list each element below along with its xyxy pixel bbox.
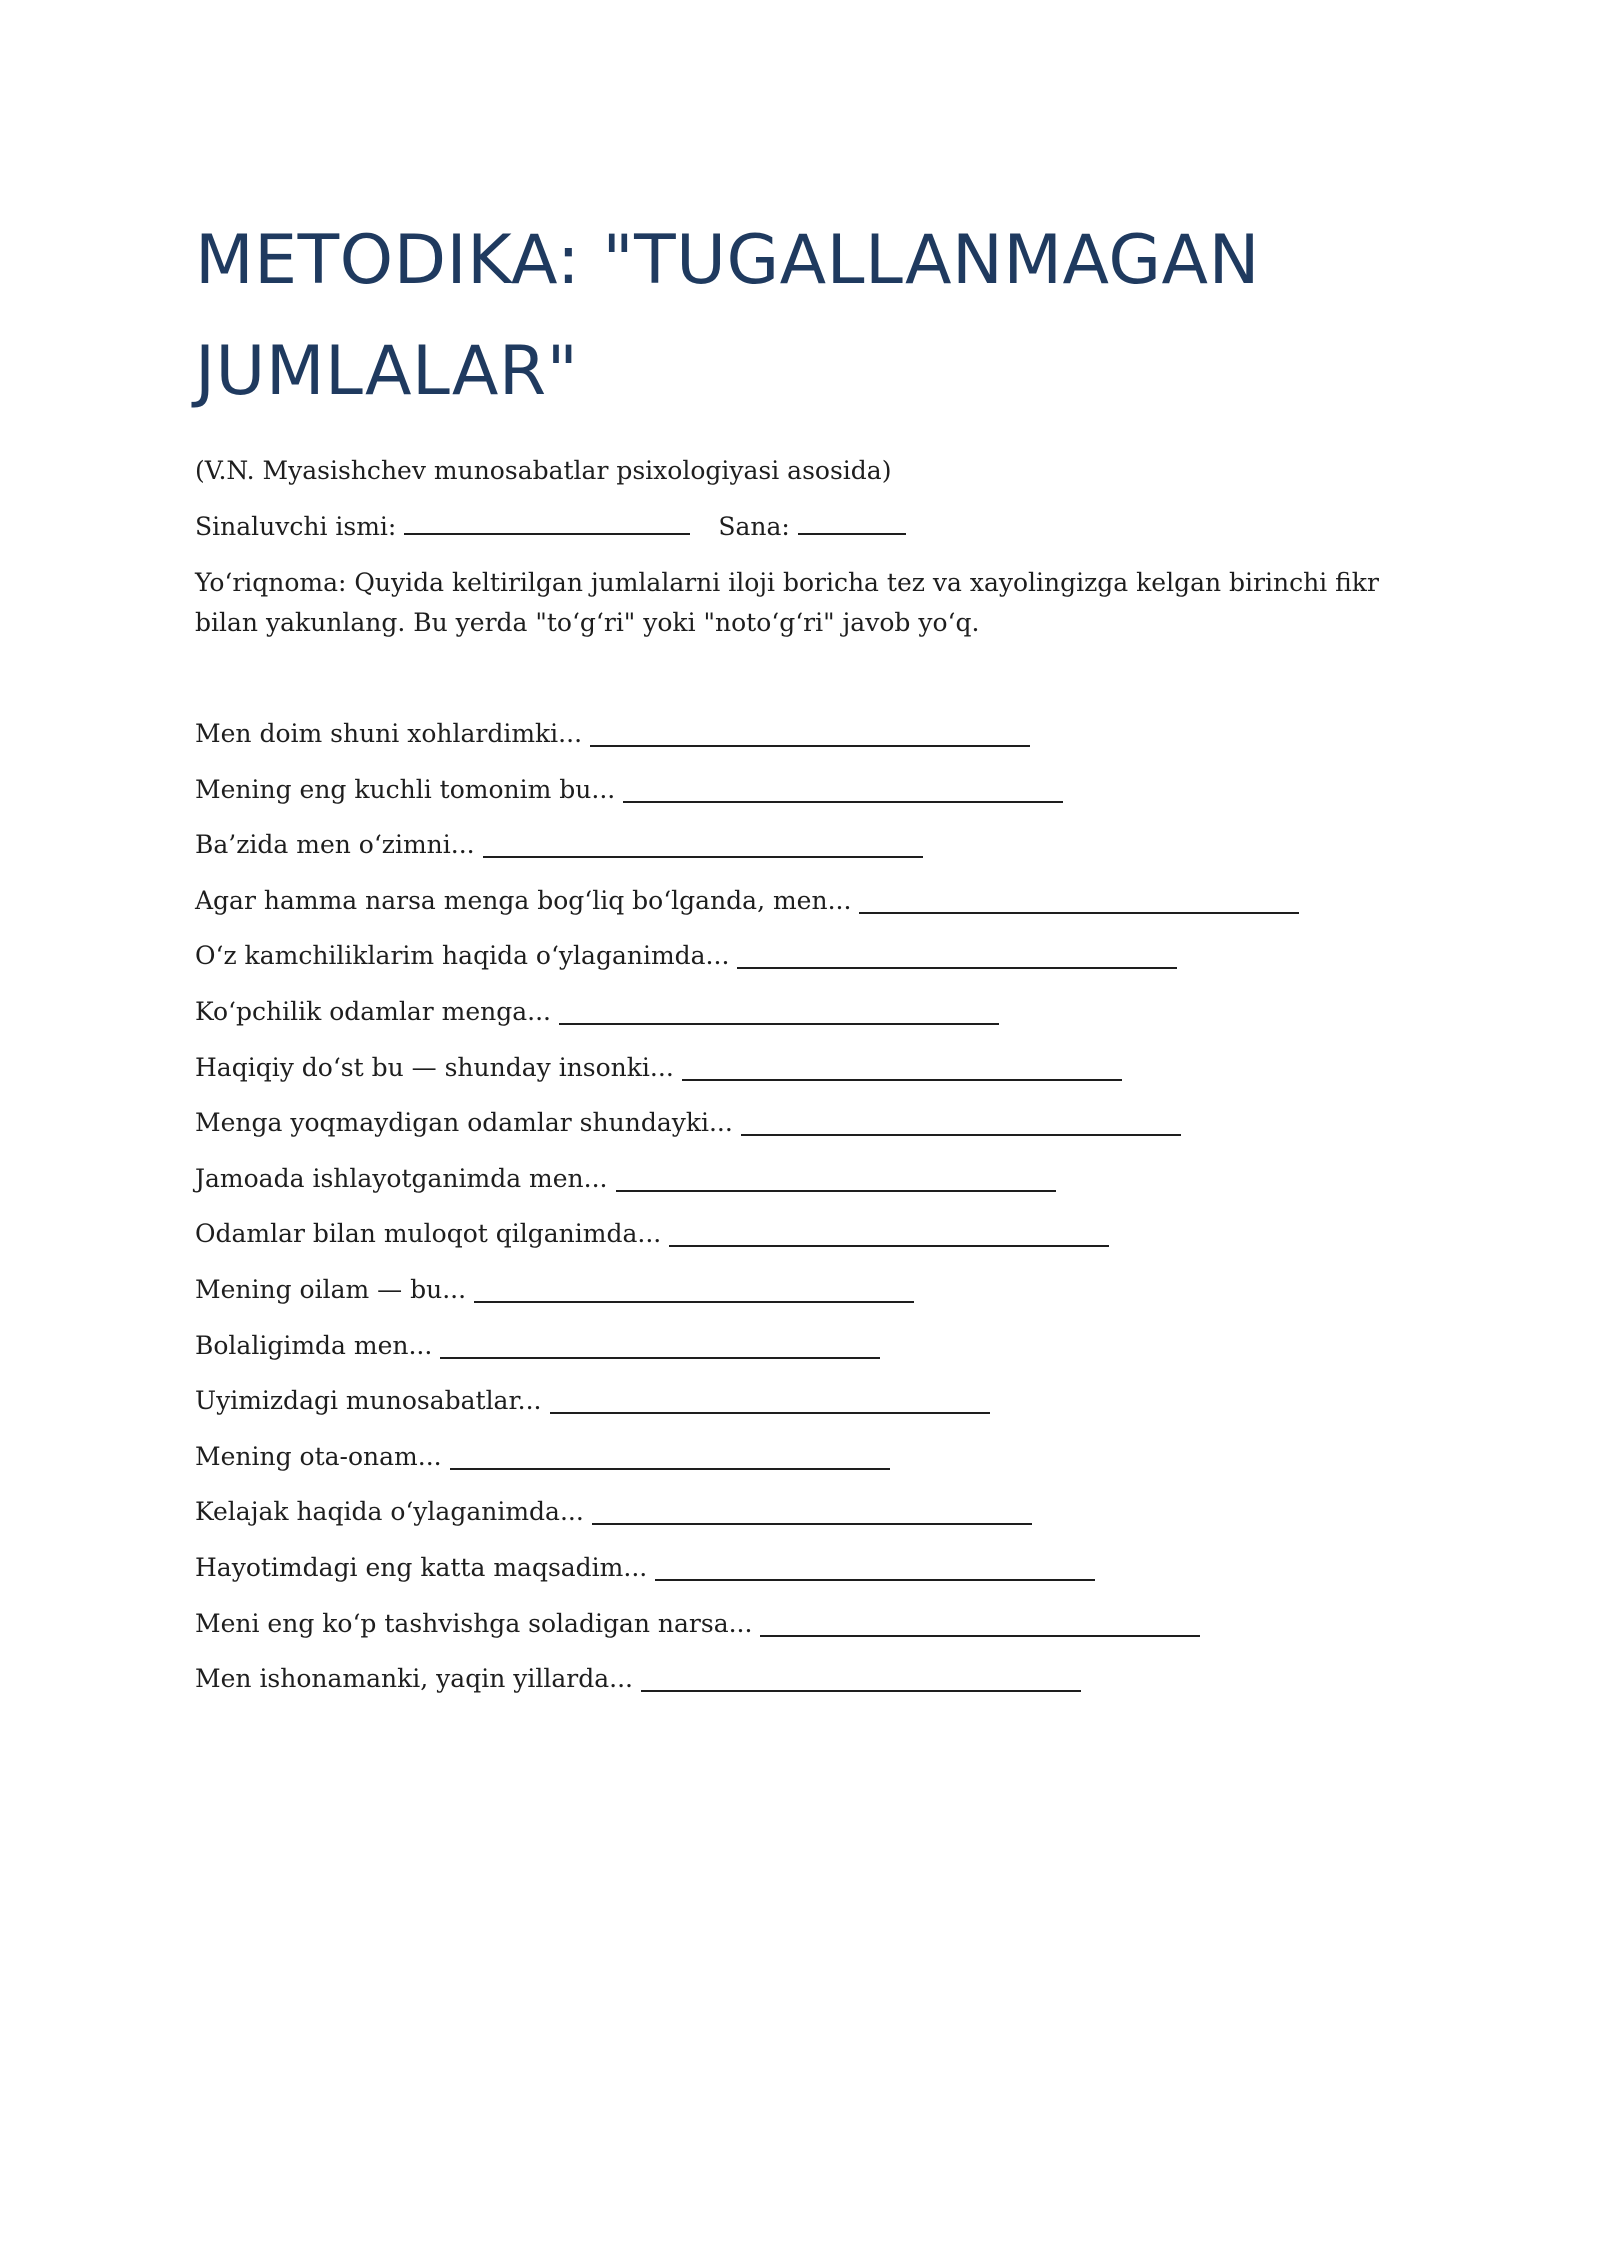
sentence-prompt: Bolaligimda men...: [195, 1330, 433, 1360]
sentence-prompt: Menga yoqmaydigan odamlar shundayki...: [195, 1108, 733, 1138]
sentence-prompt: Odamlar bilan muloqot qilganimda...: [195, 1219, 662, 1249]
answer-blank-line[interactable]: [440, 1327, 880, 1359]
answer-blank-line[interactable]: [741, 1104, 1181, 1136]
sentence-item: [195, 826, 1435, 882]
sentence-item: [195, 1215, 1435, 1271]
sentence-item: [195, 1049, 1435, 1105]
answer-blank-line[interactable]: [616, 1160, 1056, 1192]
instruction-text: Yo‘riqnoma: Quyida keltirilgan jumlalarni iloji boricha tez va xayolingizga kelgan birinchi fikr bilan yakunlang. Bu yerda "to‘g‘ri" yoki "noto‘g‘ri" javob yo‘q.: [195, 568, 1379, 637]
sentence-item: [195, 1382, 1435, 1438]
sentence-prompt: Haqiqiy do‘st bu — shunday insonki...: [195, 1052, 674, 1082]
sentence-item: [195, 1160, 1435, 1216]
sentence-prompt: Agar hamma narsa menga bog‘liq bo‘lganda, men...: [195, 885, 852, 915]
answer-blank-line[interactable]: [590, 715, 1030, 747]
sentence-prompt: Men doim shuni xohlardimki...: [195, 719, 583, 748]
sentence-item: [195, 715, 1435, 771]
title-line-2: JUMLALAR": [195, 332, 579, 411]
answer-blank-line[interactable]: [474, 1271, 914, 1303]
date-blank-line[interactable]: [798, 511, 906, 535]
answer-blank-line[interactable]: [760, 1605, 1200, 1637]
sentence-prompt: Ba’zida men o‘zimni...: [195, 830, 475, 860]
sentence-prompt: Uyimizdagi munosabatlar...: [195, 1386, 542, 1416]
answer-blank-line[interactable]: [550, 1382, 990, 1414]
sentence-item: [195, 1605, 1435, 1661]
respondent-info-row: [195, 509, 1435, 545]
document-title: [195, 205, 1435, 427]
sentence-item: [195, 1327, 1435, 1383]
answer-blank-line[interactable]: [592, 1493, 1032, 1525]
sentence-prompt: Mening eng kuchli tomonim bu...: [195, 774, 616, 804]
name-blank-line[interactable]: [404, 511, 690, 535]
sentence-item: [195, 1271, 1435, 1327]
answer-blank-line[interactable]: [623, 771, 1063, 803]
sentence-item: [195, 1104, 1435, 1160]
answer-blank-line[interactable]: [682, 1049, 1122, 1081]
sentence-prompt: Meni eng ko‘p tashvishga soladigan narsa...: [195, 1608, 753, 1638]
answer-blank-line[interactable]: [559, 993, 999, 1025]
document-page: [195, 205, 1435, 1732]
answer-blank-line[interactable]: [483, 826, 923, 858]
title-line-1: METODIKA: "TUGALLANMAGAN: [195, 221, 1260, 300]
sentence-item: [195, 993, 1435, 1049]
sentence-list: [195, 715, 1435, 1716]
answer-blank-line[interactable]: [737, 937, 1177, 969]
sentence-item: [195, 882, 1435, 938]
sentence-prompt: Kelajak haqida o‘ylaganimda...: [195, 1497, 584, 1527]
sentence-item: [195, 1660, 1435, 1716]
sentence-prompt: Mening ota-onam...: [195, 1441, 442, 1471]
sentence-prompt: Jamoada ishlayotganimda men...: [195, 1163, 608, 1193]
sentence-item: [195, 1438, 1435, 1494]
answer-blank-line[interactable]: [655, 1549, 1095, 1581]
sentence-prompt: Hayotimdagi eng katta maqsadim...: [195, 1552, 648, 1582]
sentence-item: [195, 1549, 1435, 1605]
subtitle: (V.N. Myasishchev munosabatlar psixologiyasi asosida): [195, 456, 892, 485]
answer-blank-line[interactable]: [669, 1215, 1109, 1247]
date-label: Sana:: [718, 512, 790, 541]
sentence-prompt: Men ishonamanki, yaqin yillarda...: [195, 1664, 633, 1694]
sentence-prompt: Mening oilam — bu...: [195, 1274, 467, 1304]
answer-blank-line[interactable]: [859, 882, 1299, 914]
sentence-prompt: Ko‘pchilik odamlar menga...: [195, 996, 552, 1026]
sentence-item: [195, 937, 1435, 993]
sentence-prompt: O‘z kamchiliklarim haqida o‘ylaganimda...: [195, 941, 730, 971]
answer-blank-line[interactable]: [641, 1660, 1081, 1692]
name-label: Sinaluvchi ismi:: [195, 512, 397, 541]
sentence-item: [195, 1493, 1435, 1549]
answer-blank-line[interactable]: [450, 1438, 890, 1470]
sentence-item: [195, 771, 1435, 827]
